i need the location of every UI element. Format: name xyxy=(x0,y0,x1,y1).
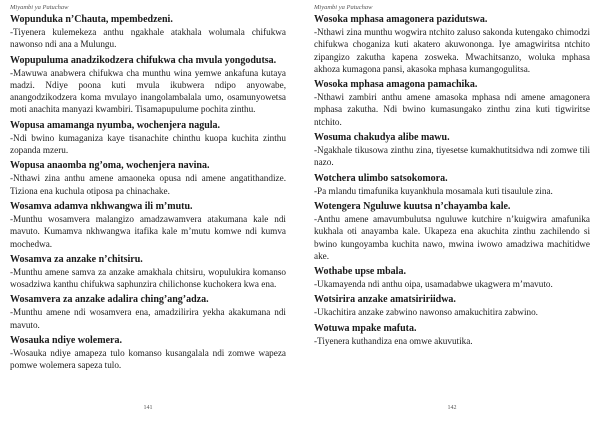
proverb-heading: Wotengera Nguluwe kuutsa n’chayamba kale. xyxy=(314,200,511,212)
running-head: Miyambi ya Patuchaw xyxy=(314,4,373,11)
proverb-entry xyxy=(314,78,590,128)
proverb-entry xyxy=(314,322,590,347)
proverb-heading: Wothabe upse mbala. xyxy=(314,266,406,278)
proverb-heading: Wotsirira anzake amatsiririidwa. xyxy=(314,294,456,306)
proverb-entry xyxy=(10,13,286,51)
proverb-explanation: -Tiyenera kulemekeza anthu ngakhale atakhala wolumala chifukwa nawonso ndi ana a Mulungu. xyxy=(10,27,286,50)
proverb-heading: Wopusa anaomba ng’oma, wochenjera navina. xyxy=(10,160,210,172)
left-page xyxy=(10,0,288,424)
page-number: 142 xyxy=(447,405,457,411)
proverb-heading: Wopunduka n’Chauta, mpembedzeni. xyxy=(10,14,173,25)
proverb-entry xyxy=(314,131,590,169)
proverb-heading: Wopusa amamanga nyumba, wochenjera nagula. xyxy=(10,119,221,131)
right-page xyxy=(314,0,592,424)
page-number: 141 xyxy=(143,405,153,411)
proverb-explanation: -Ukachitira anzake zabwino nawonso amakuchitira zabwino. xyxy=(314,307,538,318)
proverb-entry xyxy=(314,172,590,197)
proverb-heading: Wotchera ulimbo satsokomora. xyxy=(314,172,448,184)
proverb-heading: Wotuwa mpake mafuta. xyxy=(314,322,417,334)
proverb-explanation: -Nthawi zina anthu amene amaoneka opusa ndi amene angatithandize. Tiziona ena kuchula otiposa pa chinachake. xyxy=(10,173,286,196)
proverb-heading: Wosoka mphasa amagona pamachika. xyxy=(314,79,478,91)
proverb-entry xyxy=(314,13,590,75)
proverb-heading: Wopupuluma anadzikodzera chifukwa cha mvula yongodutsa. xyxy=(10,54,277,66)
proverb-explanation: -Wosauka ndiye amapeza tulo komanso kusangalala ndi zomwe wapeza pomwe wolemera sapeza tulo. xyxy=(10,348,286,371)
proverb-heading: Wosoka mphasa amagonera pazidutswa. xyxy=(314,14,488,25)
proverb-entry xyxy=(314,293,590,318)
proverb-explanation: -Munthu amene ndi wosamvera ena, amadzilirira yekha akakumana ndi mavuto. xyxy=(10,307,286,330)
proverb-entry xyxy=(10,119,286,157)
proverb-explanation: -Nthawi zina munthu wogwira ntchito zaluso sakonda kutengako chimodzi chifukwa choganiza kuti akatero akuwononga. Iye amagwiritsa ntchito zipangizo zakutha kapena zosweka. Mwachitsanzo, woluka mphasa akhoza kumagona pansi, akasoka mphasa kumangogulitsa. xyxy=(314,27,590,74)
proverb-entry xyxy=(314,265,590,290)
proverb-entry xyxy=(10,253,286,291)
proverb-heading: Wosauka ndiye wolemera. xyxy=(10,335,122,347)
entry-list xyxy=(314,13,590,350)
proverb-entry xyxy=(10,54,286,116)
proverb-entry xyxy=(10,200,286,250)
proverb-explanation: -Ngakhale tikusowa zinthu zina, tiyesetse kumakhutitsidwa ndi zomwe tili nazo. xyxy=(314,145,590,168)
proverb-explanation: -Anthu amene amavumbulutsa nguluwe kutchire n’kuigwira amafunika kukhala oti anayamba kale. Ukapeza ena akuchita zinthu zachilendo si bwino kungoyamba kuchita nawo, mwina iwowo amadziwa machitidwe ake. xyxy=(314,213,590,261)
proverb-entry xyxy=(10,159,286,197)
proverb-explanation: -Nthawi zambiri anthu amene amasoka mphasa ndi amene amagonera mphasa zakutha. Ndi bwino kumasungako zinthu zina kuti tigwiritse ntchito. xyxy=(314,92,590,127)
entry-list xyxy=(10,13,286,375)
proverb-explanation: -Ndi bwino kumaganiza kaye tisanachite chinthu kuopa kuchita zinthu zopanda mzeru. xyxy=(10,132,286,156)
proverb-entry xyxy=(10,293,286,331)
proverb-entry xyxy=(10,334,286,372)
proverb-heading: Wosamva adamva nkhwangwa ili m’mutu. xyxy=(10,200,193,212)
proverb-explanation: -Mawuwa anabwera chifukwa cha munthu wina yemwe ankafuna kutaya madzi. Ndiye poona kuti mvula ikubwera ndipo anyowabe, anangodzikodzera koma mvulayo inangolambalala umo, osamunyowetsa moti anachita manyazi kwambiri. Tisamapupulume pochita zinthu. xyxy=(10,67,286,115)
running-head: Miyambi ya Patuchaw xyxy=(10,4,69,11)
proverb-explanation: -Ukamayenda ndi anthu oipa, usamadabwe ukagwera m’mavuto. xyxy=(314,279,553,290)
proverb-explanation: -Munthu wosamvera malangizo amadzawamvera atakumana kale ndi mavuto. Kumamva nkhwangwa itafika kale m’mutu komwe ndi kumva mochedwa. xyxy=(10,213,286,249)
proverb-explanation: -Tiyenera kuthandiza ena omwe akuvutika. xyxy=(314,335,473,346)
proverb-entry xyxy=(314,200,590,262)
proverb-heading: Wosamvera za anzake adalira ching’ang’adza. xyxy=(10,294,209,306)
proverb-explanation: -Pa mlandu timafunika kuyankhula mosamala kuti tisaulule zina. xyxy=(314,185,553,196)
proverb-explanation: -Munthu amene samva za anzake amakhala chitsiru, wopulukira komanso wosadziwa kanthu chifukwa saphunzira chilichonse kuchokera kwa ena. xyxy=(10,266,286,290)
proverb-heading: Wosuma chakudya alibe mawu. xyxy=(314,132,450,144)
proverb-heading: Wosamva za anzake n’chitsiru. xyxy=(10,253,143,265)
